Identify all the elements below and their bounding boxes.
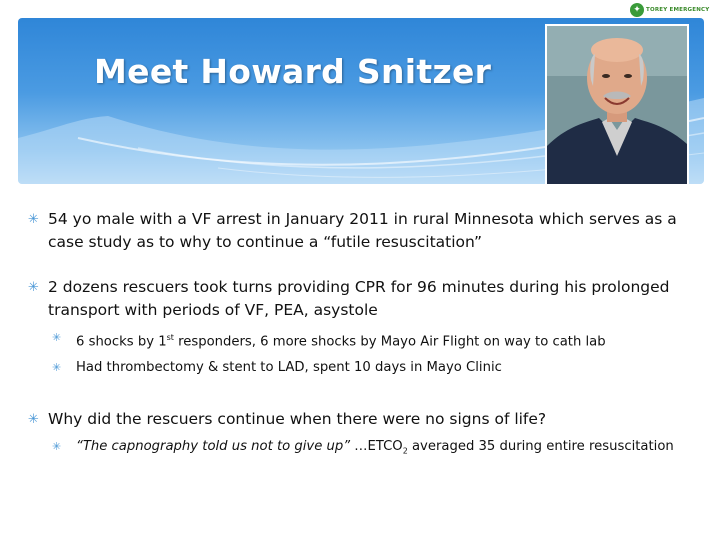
bullet-2-text: 2 dozens rescuers took turns providing CPR for 96 minutes during his prolonged transport with periods of VF, PEA, asystole xyxy=(48,278,670,319)
asterisk-bullet-icon: ✳ xyxy=(28,212,39,227)
bullet-3-sub-1 xyxy=(52,437,698,462)
bullet-3-text: Why did the rescuers continue when there were no signs of life? xyxy=(48,410,547,429)
bullet-3-sub-1-post: averaged 35 during entire resuscitation xyxy=(407,439,674,455)
bullet-3-sub-1-mid: …ETCO xyxy=(350,439,403,455)
bullet-2-sub-1-post: responders, 6 more shocks by Mayo Air Flight on way to cath lab xyxy=(173,334,606,350)
asterisk-bullet-icon: ✳ xyxy=(28,280,39,295)
bullet-1 xyxy=(28,208,698,254)
logo-text: TOREY EMERGENCY xyxy=(646,7,710,13)
bullet-1-text: 54 yo male with a VF arrest in January 2011 in rural Minnesota which serves as a case study as to why to continue a “futile resuscitation” xyxy=(48,210,677,251)
bullet-2-sub-2-text: Had thrombectomy & stent to LAD, spent 10 days in Mayo Clinic xyxy=(76,360,502,376)
bullet-2-sub-1-sup: st xyxy=(166,333,174,342)
asterisk-bullet-icon: ✳ xyxy=(52,331,62,344)
bullet-2 xyxy=(28,276,698,322)
bullet-3-sub-1-subscript: 2 xyxy=(402,447,408,457)
logo-leaf-icon: ✦ xyxy=(630,3,644,17)
portrait-illustration xyxy=(547,26,687,184)
asterisk-bullet-icon: ✳ xyxy=(52,361,62,375)
asterisk-bullet-icon: ✳ xyxy=(52,440,62,454)
slide-title: Meet Howard Snitzer xyxy=(94,52,492,91)
slide-body xyxy=(28,208,698,462)
bullet-3 xyxy=(28,408,698,431)
bullet-2-sub-2 xyxy=(52,358,698,378)
bullet-2-sub-1 xyxy=(52,328,698,352)
company-logo xyxy=(630,2,720,18)
bullet-2-sub-1-pre: 6 shocks by 1 xyxy=(76,334,167,350)
portrait-photo xyxy=(545,24,689,186)
asterisk-bullet-icon: ✳ xyxy=(28,412,39,428)
bullet-3-sub-1-quote: “The capnography told us not to give up” xyxy=(76,439,351,455)
